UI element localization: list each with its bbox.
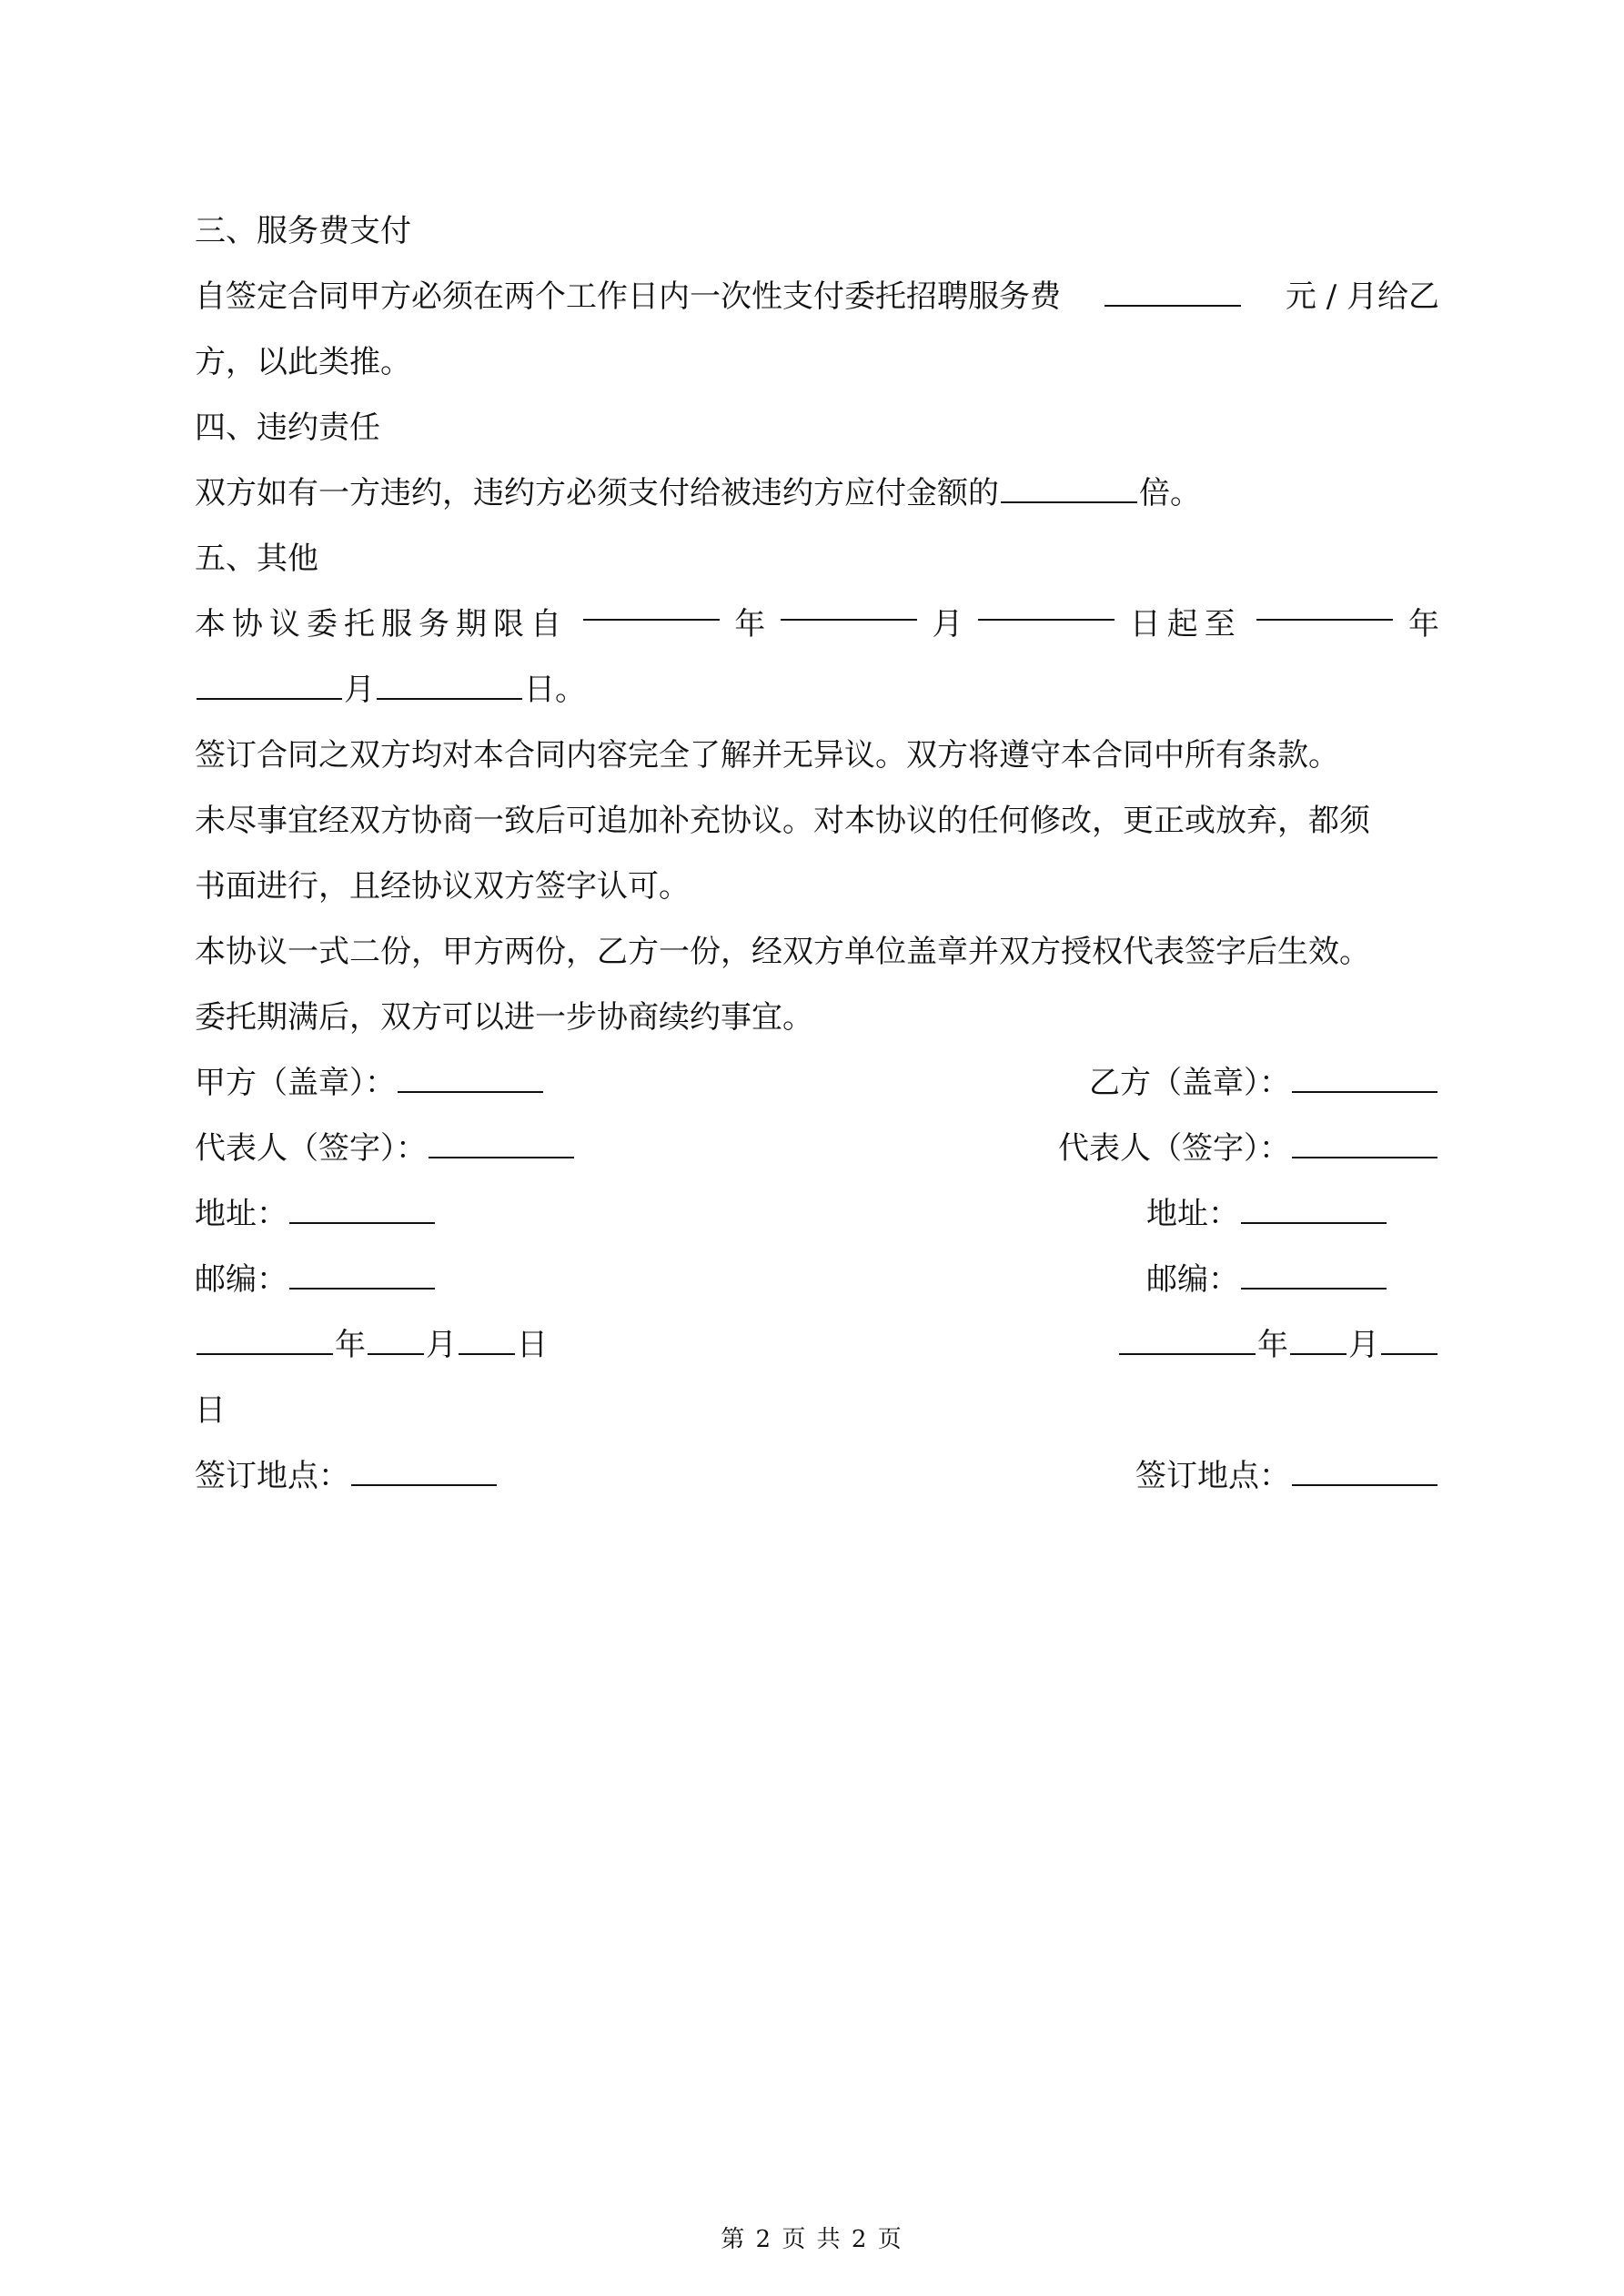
breach-text: 双方如有一方违约，违约方必须支付给被违约方应付金额的 <box>195 475 999 511</box>
party-a-rep-field <box>195 1116 576 1181</box>
service-fee-line-2: 方，以此类推。 <box>195 344 411 380</box>
party-b-date-year-label: 年 <box>1257 1327 1288 1363</box>
signature-row-representative <box>195 1116 1439 1181</box>
party-a-date-month-label: 月 <box>426 1327 457 1363</box>
party-a-seal-label: 甲方（盖章）： <box>195 1065 396 1101</box>
party-b-address-blank[interactable] <box>1241 1195 1387 1224</box>
term-start-day-blank[interactable] <box>978 592 1115 621</box>
breach-multiple-blank[interactable] <box>1001 474 1137 503</box>
party-b-rep-label: 代表人（签字）： <box>1058 1130 1290 1167</box>
party-b-rep-blank[interactable] <box>1292 1129 1437 1158</box>
term-end-month-blank[interactable] <box>197 671 342 700</box>
party-a-rep-label: 代表人（签字）： <box>195 1130 427 1167</box>
party-b-date-year-blank[interactable] <box>1119 1326 1256 1355</box>
party-b-place-label: 签订地点： <box>1135 1458 1290 1494</box>
signature-row-address <box>195 1181 1439 1247</box>
agreement-paragraph-3-line-1: 本协议一式二份，甲方两份，乙方一份，经双方单位盖章并双方授权代表签字后生效。 <box>195 934 1370 970</box>
signature-row-postcode <box>195 1247 1439 1312</box>
agreement-paragraph-2-line-1: 未尽事宜经双方协商一致后可追加补充协议。对本协议的任何修改，更正或放弃，都须 <box>195 803 1370 839</box>
service-fee-amount-blank[interactable] <box>1105 278 1241 307</box>
party-b-rep-field <box>1058 1116 1439 1181</box>
term-day-from-label: 日起至 <box>1129 606 1242 642</box>
service-fee-unit-text: 元 / 月给乙 <box>1285 278 1439 315</box>
term-line-1 <box>195 592 1439 657</box>
term-end-day-blank[interactable] <box>377 671 522 700</box>
agreement-paragraph-2-line-2: 书面进行，且经协议双方签字认可。 <box>195 868 690 905</box>
party-a-seal-field <box>195 1050 545 1116</box>
page-number-footer: 第 2 页 共 2 页 <box>721 2226 903 2253</box>
party-a-place-label: 签订地点： <box>195 1458 349 1494</box>
party-b-postcode-label: 邮编： <box>1146 1261 1239 1298</box>
party-a-address-blank[interactable] <box>289 1195 435 1224</box>
party-b-address-label: 地址： <box>1146 1196 1239 1232</box>
agreement-paragraph-3-line-2: 委托期满后，双方可以进一步协商续约事宜。 <box>195 999 813 1036</box>
section-heading-breach: 四、违约责任 <box>195 410 380 446</box>
service-fee-text: 自签定合同甲方必须在两个工作日内一次性支付委托招聘服务费 <box>195 278 1061 315</box>
party-b-seal-field <box>1089 1050 1439 1116</box>
term-line-2 <box>195 657 1439 723</box>
party-b-seal-label: 乙方（盖章）： <box>1089 1065 1290 1101</box>
party-a-postcode-label: 邮编： <box>195 1261 287 1298</box>
party-b-date-month-blank[interactable] <box>1290 1326 1347 1355</box>
party-b-date-month-label: 月 <box>1348 1327 1379 1363</box>
term-year-label: 年 <box>734 606 766 642</box>
service-fee-line-1 <box>195 264 1439 329</box>
service-fee-blank-wrap <box>1103 264 1243 329</box>
term-start-year-blank[interactable] <box>583 592 720 621</box>
party-b-postcode-blank[interactable] <box>1241 1260 1387 1290</box>
party-a-place-field <box>195 1443 499 1509</box>
party-b-address-field <box>1146 1181 1439 1247</box>
term-prefix: 本协议委托服务期限自 <box>195 606 568 642</box>
party-a-date-day-blank[interactable] <box>459 1326 515 1355</box>
party-a-rep-blank[interactable] <box>429 1129 574 1158</box>
party-a-date-month-blank[interactable] <box>368 1326 424 1355</box>
document-body <box>195 198 1439 1509</box>
section-heading-other: 五、其他 <box>195 541 318 577</box>
party-a-address-field <box>195 1181 437 1247</box>
party-b-seal-blank[interactable] <box>1292 1064 1437 1093</box>
party-b-date-field <box>1117 1312 1439 1378</box>
breach-unit-text: 倍。 <box>1139 475 1201 511</box>
party-b-date-day-blank[interactable] <box>1381 1326 1437 1355</box>
party-a-postcode-blank[interactable] <box>289 1260 435 1290</box>
term-month-label: 月 <box>932 606 963 642</box>
term-end-year-blank[interactable] <box>1256 592 1393 621</box>
term-year2-label: 年 <box>1408 606 1439 642</box>
term-month2-label: 月 <box>344 672 375 708</box>
party-b-place-field <box>1135 1443 1439 1509</box>
party-a-seal-blank[interactable] <box>398 1064 543 1093</box>
party-b-place-blank[interactable] <box>1292 1457 1437 1486</box>
party-b-date-day-wrap: 日 <box>195 1392 226 1429</box>
breach-line <box>195 460 1439 526</box>
party-b-postcode-field <box>1146 1247 1439 1312</box>
party-a-postcode-field <box>195 1247 437 1312</box>
party-a-date-field <box>195 1312 548 1378</box>
term-start-month-blank[interactable] <box>781 592 917 621</box>
signature-row-place <box>195 1443 1439 1509</box>
party-a-date-year-blank[interactable] <box>197 1326 333 1355</box>
party-a-address-label: 地址： <box>195 1196 287 1232</box>
signature-row-seal <box>195 1050 1439 1116</box>
term-day-end-label: 日。 <box>524 672 586 708</box>
party-a-place-blank[interactable] <box>351 1457 497 1486</box>
agreement-paragraph-1: 签订合同之双方均对本合同内容完全了解并无异议。双方将遵守本合同中所有条款。 <box>195 737 1339 774</box>
signature-row-date <box>195 1312 1439 1378</box>
party-a-date-year-label: 年 <box>335 1327 366 1363</box>
party-a-date-day-label: 日 <box>517 1327 548 1363</box>
section-heading-service-fee: 三、服务费支付 <box>195 213 411 249</box>
